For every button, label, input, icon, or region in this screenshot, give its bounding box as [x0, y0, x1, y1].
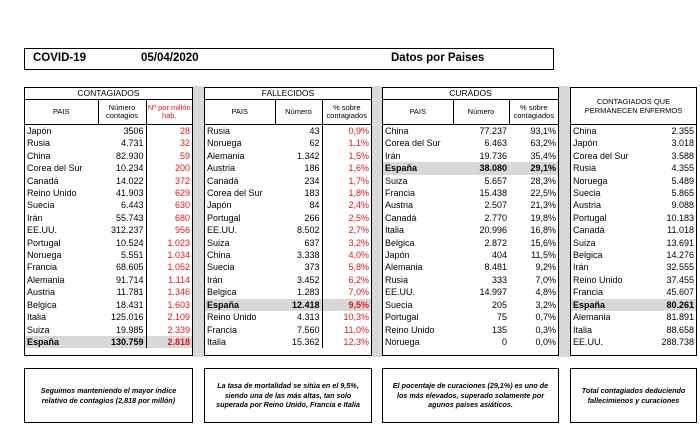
- col-pais: PAIS: [383, 100, 453, 125]
- cell-por-millon: 2.339: [146, 324, 192, 336]
- cell-numero: 266: [304, 212, 320, 223]
- cell-numero: 8.502: [296, 225, 320, 236]
- table-row: [571, 199, 696, 211]
- table-row: [383, 137, 558, 149]
- cell-pais: Japón: [207, 200, 232, 211]
- cell-por-millon: 680: [146, 212, 192, 224]
- cell-pais: Corea del Sur: [27, 163, 83, 174]
- cell-pct: 1,5%: [322, 150, 371, 162]
- cell-numero: 15.362: [291, 336, 320, 347]
- cell-por-millon: 32: [146, 137, 192, 149]
- table-row: [383, 125, 558, 138]
- cell-pct: 0,3%: [535, 324, 556, 335]
- cell-pais: España: [25, 336, 98, 348]
- cell-numero: 82.930: [115, 150, 144, 161]
- cell-numero: 2.770: [484, 212, 507, 223]
- cell-por-millon: 1.603: [146, 299, 192, 311]
- cell-pais: España: [205, 299, 275, 311]
- cell-pct: 16,8%: [530, 225, 556, 236]
- cell-pais: Belgica: [207, 287, 237, 298]
- cell-pct: 1,6%: [322, 162, 371, 174]
- table-row: [383, 212, 558, 224]
- table-row: [205, 212, 371, 224]
- cell-pais: Japón: [27, 126, 52, 136]
- col-pais: PAIS: [205, 100, 275, 125]
- col-pct: % sobre contagiados: [509, 100, 558, 125]
- cell-numero: 1.342: [296, 150, 320, 161]
- cell-pais: Noruega: [573, 175, 608, 186]
- col-por-millon: Nº por millón hab.: [146, 100, 192, 125]
- cell-pct: 2,7%: [322, 224, 371, 236]
- cell-por-millon: 59: [146, 150, 192, 162]
- fallecidos-table: [204, 87, 372, 356]
- table-row: [25, 336, 192, 348]
- table-row: [25, 286, 192, 298]
- permanecen-table: [570, 87, 697, 356]
- cell-pct: 28,3%: [530, 175, 556, 186]
- cell-numero: 41.903: [115, 188, 144, 199]
- cell-por-millon: 956: [146, 224, 192, 236]
- table-row: [205, 286, 371, 298]
- table-row: [205, 299, 371, 311]
- cell-pct: 6,2%: [322, 274, 371, 286]
- cell-numero: 80.261: [639, 299, 696, 311]
- cell-pct: 3,2%: [322, 237, 371, 249]
- table-row: [25, 187, 192, 199]
- cell-pct: 0,0%: [535, 336, 556, 347]
- cell-numero: 0: [501, 336, 507, 347]
- cell-numero: 10.234: [115, 163, 144, 174]
- table-row: [383, 249, 558, 261]
- cell-pais: Portugal: [207, 212, 241, 223]
- table-row: [25, 299, 192, 311]
- table-row: [383, 311, 558, 323]
- table-row: [383, 237, 558, 249]
- cell-numero: 637: [304, 237, 320, 248]
- cell-pct: 12,3%: [322, 336, 371, 348]
- cell-pais: Canadá: [385, 212, 417, 223]
- cell-numero: 404: [491, 250, 507, 261]
- cell-pct: 22,5%: [530, 188, 556, 199]
- col-numero: Número: [275, 100, 322, 125]
- cell-pais: EE.UU.: [573, 336, 604, 347]
- cell-numero: 4.355: [671, 163, 694, 174]
- separator-strip: [559, 86, 570, 357]
- cell-por-millon: 2.109: [146, 311, 192, 323]
- table-row: [571, 125, 696, 137]
- cell-numero: 75: [496, 312, 507, 323]
- cell-numero: 130.759: [98, 336, 146, 348]
- cell-numero: 9.088: [671, 200, 694, 211]
- cell-pct: 4,8%: [535, 287, 556, 298]
- cell-pais: Rusia: [27, 138, 51, 149]
- cell-pct: 29,1%: [509, 162, 558, 174]
- cell-pais: Suecia: [385, 299, 413, 310]
- cell-por-millon: 630: [146, 199, 192, 211]
- cell-numero: 2.355: [671, 126, 694, 136]
- cell-numero: 6.443: [120, 200, 144, 211]
- cell-numero: 32.555: [666, 262, 694, 273]
- note-fallecidos: La tasa de mortalidad se sitúa en el 9,5%, siendo una de las más altas, tan solo superada por Reino Unido, Francia e Italia: [204, 368, 372, 423]
- table-row: [25, 150, 192, 162]
- cell-pct: 93,1%: [530, 126, 556, 136]
- table-row: [383, 324, 558, 336]
- cell-pais: Francia: [573, 287, 604, 298]
- cell-numero: 373: [304, 262, 320, 273]
- cell-pct: 35,4%: [530, 150, 556, 161]
- cell-pais: Irán: [207, 274, 223, 285]
- cell-pais: Portugal: [27, 237, 61, 248]
- cell-pct: 21,3%: [530, 200, 556, 211]
- cell-pais: China: [207, 250, 231, 261]
- table-row: [25, 261, 192, 273]
- contagiados-table: [24, 87, 193, 356]
- table-row: [205, 187, 371, 199]
- col-numero: Número contagios: [98, 100, 146, 125]
- table-row: [571, 224, 696, 236]
- cell-numero: 5.489: [671, 175, 694, 186]
- cell-numero: 19.736: [479, 150, 507, 161]
- table-row: [25, 224, 192, 236]
- cell-pais: Portugal: [573, 212, 607, 223]
- table-row: [205, 237, 371, 249]
- cell-por-millon: 28: [146, 125, 192, 138]
- cell-pais: Suecia: [207, 262, 235, 273]
- cell-numero: 1.283: [296, 287, 320, 298]
- cell-por-millon: 1.346: [146, 286, 192, 298]
- table-row: [571, 274, 696, 286]
- cell-pais: Alemania: [207, 150, 245, 161]
- table-row: [383, 224, 558, 236]
- cell-pais: EE.UU.: [207, 225, 238, 236]
- col-numero: Número: [453, 100, 509, 125]
- table-row: [383, 336, 558, 348]
- cell-pct: 63,2%: [530, 138, 556, 149]
- table-row: [25, 125, 192, 138]
- report-header: [24, 48, 554, 70]
- cell-pais: Noruega: [27, 250, 62, 261]
- table-row: [205, 311, 371, 323]
- cell-numero: 43: [309, 126, 320, 136]
- cell-pais: Alemania: [385, 262, 423, 273]
- contagiados-title: CONTAGIADOS: [25, 88, 192, 100]
- col-pais: PAIS: [25, 100, 98, 125]
- cell-pais: Reino Unido: [207, 312, 257, 323]
- cell-pais: EE.UU.: [385, 287, 416, 298]
- cell-pais: Suiza: [207, 237, 230, 248]
- table-row: [205, 336, 371, 348]
- cell-numero: 8.481: [484, 262, 507, 273]
- cell-pais: Canadá: [573, 225, 605, 236]
- cell-numero: 135: [491, 324, 507, 335]
- cell-pais: Corea del Sur: [385, 138, 441, 149]
- table-row: [571, 237, 696, 249]
- separator-strip: [193, 86, 204, 357]
- cell-numero: 77.237: [479, 126, 507, 136]
- cell-por-millon: 2.818: [146, 336, 192, 348]
- cell-pais: Francia: [385, 188, 416, 199]
- cell-pais: China: [27, 150, 51, 161]
- cell-pct: 0,7%: [535, 312, 556, 323]
- cell-pct: 1,1%: [322, 137, 371, 149]
- cell-numero: 205: [491, 299, 507, 310]
- cell-numero: 5.657: [484, 175, 507, 186]
- cell-numero: 84: [309, 200, 320, 211]
- cell-pct: 15,6%: [530, 237, 556, 248]
- curados-title: CURADOS: [383, 88, 558, 100]
- cell-pais: Belgica: [573, 250, 603, 261]
- cell-pais: Italia: [207, 336, 227, 347]
- table-row: [571, 212, 696, 224]
- cell-pais: Italia: [573, 324, 593, 335]
- cell-pais: Italia: [385, 225, 405, 236]
- fallecidos-title: FALLECIDOS: [205, 88, 371, 100]
- cell-pais: Italia: [27, 312, 47, 323]
- cell-pais: Rusia: [207, 126, 231, 136]
- cell-pais: Noruega: [385, 336, 420, 347]
- cell-numero: 4.731: [120, 138, 144, 149]
- table-row: [25, 212, 192, 224]
- cell-pais: España: [383, 162, 453, 174]
- cell-pais: Alemania: [27, 274, 65, 285]
- cell-numero: 288.738: [661, 336, 694, 347]
- cell-numero: 3.018: [671, 138, 694, 149]
- cell-numero: 186: [304, 163, 320, 174]
- table-row: [571, 324, 696, 336]
- cell-numero: 2.507: [484, 200, 507, 211]
- cell-pct: 19,8%: [530, 212, 556, 223]
- cell-por-millon: 1.023: [146, 237, 192, 249]
- cell-pais: China: [385, 126, 409, 136]
- table-row: [25, 175, 192, 187]
- cell-por-millon: 1.052: [146, 261, 192, 273]
- table-row: [571, 336, 696, 348]
- cell-pais: España: [571, 299, 639, 311]
- cell-pais: Suiza: [385, 175, 408, 186]
- table-row: [205, 137, 371, 149]
- table-row: [571, 137, 696, 149]
- cell-pais: Belgica: [27, 299, 57, 310]
- table-row: [25, 324, 192, 336]
- cell-pais: EE.UU.: [27, 225, 58, 236]
- table-row: [571, 286, 696, 298]
- cell-pais: Reino Unido: [385, 324, 435, 335]
- cell-numero: 11.018: [667, 225, 694, 236]
- cell-pct: 1,7%: [322, 175, 371, 187]
- cell-pais: Corea del Sur: [207, 188, 263, 199]
- header-date: 05/04/2020: [141, 52, 199, 64]
- cell-numero: 55.743: [115, 212, 144, 223]
- table-row: [205, 324, 371, 336]
- cell-numero: 4.313: [296, 312, 320, 323]
- cell-numero: 38.080: [453, 162, 509, 174]
- cell-numero: 13.691: [666, 237, 694, 248]
- cell-pais: Rusia: [385, 274, 409, 285]
- cell-pais: Alemania: [573, 312, 611, 323]
- cell-por-millon: 1.114: [146, 274, 192, 286]
- cell-pct: 7,0%: [322, 286, 371, 298]
- table-row: [571, 150, 696, 162]
- table-row: [205, 274, 371, 286]
- cell-numero: 3.338: [296, 250, 320, 261]
- cell-pais: Portugal: [385, 312, 419, 323]
- cell-numero: 3.452: [296, 274, 320, 285]
- cell-pct: 9,5%: [322, 299, 371, 311]
- cell-numero: 125.016: [110, 312, 144, 323]
- cell-numero: 14.276: [666, 250, 694, 261]
- cell-numero: 62: [309, 138, 320, 149]
- cell-numero: 88.658: [666, 324, 694, 335]
- table-row: [383, 299, 558, 311]
- note-curados: El pocentaje de curaciones (29,1%) es uno de los más elevados, superado solamente por agunos paises asiáticos.: [382, 368, 559, 423]
- cell-pais: Canadá: [27, 175, 59, 186]
- cell-numero: 333: [491, 274, 507, 285]
- cell-pais: Japón: [573, 138, 598, 149]
- cell-pct: 4,0%: [322, 249, 371, 261]
- cell-pct: 7,0%: [535, 274, 556, 285]
- cell-numero: 7.560: [296, 324, 320, 335]
- cell-pais: Suiza: [27, 324, 50, 335]
- table-row: [205, 199, 371, 211]
- table-row: [571, 187, 696, 199]
- cell-pais: Austria: [573, 200, 602, 211]
- table-row: [383, 175, 558, 187]
- cell-numero: 3.588: [671, 150, 694, 161]
- table-row: [205, 175, 371, 187]
- table-row: [25, 199, 192, 211]
- cell-numero: 10.524: [115, 237, 144, 248]
- cell-pct: 2,5%: [322, 212, 371, 224]
- cell-numero: 234: [304, 175, 320, 186]
- cell-pais: Suiza: [573, 237, 596, 248]
- cell-pais: Rusia: [573, 163, 597, 174]
- table-row: [383, 261, 558, 273]
- cell-pct: 1,8%: [322, 187, 371, 199]
- cell-pais: Austria: [385, 200, 414, 211]
- cell-numero: 37.455: [666, 274, 694, 285]
- col-pct: % sobre contagiados: [322, 100, 371, 125]
- curados-table: [382, 87, 559, 356]
- cell-numero: 14.997: [479, 287, 507, 298]
- cell-numero: 5.865: [671, 188, 694, 199]
- table-row: [571, 261, 696, 273]
- cell-pct: 9,2%: [535, 262, 556, 273]
- cell-numero: 5.551: [120, 250, 144, 261]
- cell-pais: Austria: [207, 163, 236, 174]
- cell-numero: 15.438: [479, 188, 507, 199]
- cell-numero: 10.183: [666, 212, 694, 223]
- cell-pais: Suecia: [27, 200, 55, 211]
- cell-por-millon: 200: [146, 162, 192, 174]
- cell-pct: 3,2%: [535, 299, 556, 310]
- cell-numero: 12.418: [275, 299, 322, 311]
- table-row: [383, 162, 558, 174]
- cell-numero: 3506: [123, 126, 144, 136]
- cell-pais: Suecia: [573, 188, 601, 199]
- table-row: [571, 175, 696, 187]
- cell-pais: Canadá: [207, 175, 239, 186]
- cell-pais: Reino Unido: [27, 188, 77, 199]
- table-row: [25, 249, 192, 261]
- cell-pct: 5,8%: [322, 261, 371, 273]
- cell-numero: 183: [304, 188, 320, 199]
- note-permanecen: Total contagiados deduciendo fallecimienos y curaciones: [570, 368, 697, 423]
- permanecen-title: CONTAGIADOS QUE PERMANECEN ENFERMOS: [571, 88, 696, 125]
- cell-numero: 11.781: [116, 287, 144, 298]
- table-row: [25, 274, 192, 286]
- cell-pais: Corea del Sur: [573, 150, 629, 161]
- cell-por-millon: 1.034: [146, 249, 192, 261]
- table-row: [571, 162, 696, 174]
- cell-pais: Francia: [27, 262, 58, 273]
- table-row: [205, 125, 371, 138]
- cell-pais: China: [573, 126, 597, 136]
- cell-pais: Reino Unido: [573, 274, 623, 285]
- cell-numero: 312.237: [110, 225, 144, 236]
- cell-numero: 6.463: [484, 138, 507, 149]
- cell-pct: 11,0%: [322, 324, 371, 336]
- cell-numero: 14.022: [115, 175, 144, 186]
- table-row: [571, 299, 696, 311]
- cell-pais: Belgica: [385, 237, 415, 248]
- cell-numero: 2.872: [484, 237, 507, 248]
- header-title: COVID-19: [33, 52, 87, 64]
- cell-numero: 19.985: [115, 324, 144, 335]
- cell-pais: Irán: [573, 262, 589, 273]
- cell-pais: Francia: [207, 324, 238, 335]
- table-row: [383, 150, 558, 162]
- cell-numero: 45.607: [666, 287, 694, 298]
- cell-pct: 2,4%: [322, 199, 371, 211]
- table-row: [571, 249, 696, 261]
- cell-pais: Japón: [385, 250, 410, 261]
- cell-numero: 18.431: [115, 299, 144, 310]
- cell-pais: Irán: [27, 212, 43, 223]
- table-row: [205, 249, 371, 261]
- table-row: [205, 261, 371, 273]
- table-row: [205, 162, 371, 174]
- cell-pais: Irán: [385, 150, 401, 161]
- table-row: [571, 311, 696, 323]
- cell-numero: 68.605: [115, 262, 144, 273]
- cell-pais: Noruega: [207, 138, 242, 149]
- cell-numero: 81.891: [666, 312, 694, 323]
- separator-strip: [372, 86, 382, 357]
- cell-pct: 0,9%: [322, 125, 371, 138]
- table-row: [25, 162, 192, 174]
- cell-por-millon: 629: [146, 187, 192, 199]
- table-row: [383, 274, 558, 286]
- note-contagiados: Seguimos manteniendo el mayor índice relativo de contagios (2,818 por millón): [24, 368, 193, 423]
- table-row: [205, 224, 371, 236]
- table-row: [25, 237, 192, 249]
- cell-pais: Austria: [27, 287, 56, 298]
- header-subtitle: Datos por Paises: [391, 52, 485, 64]
- table-row: [383, 199, 558, 211]
- table-row: [205, 150, 371, 162]
- cell-numero: 20.996: [479, 225, 507, 236]
- table-row: [383, 286, 558, 298]
- cell-pct: 11,5%: [531, 250, 556, 261]
- cell-por-millon: 372: [146, 175, 192, 187]
- table-row: [25, 311, 192, 323]
- cell-pct: 10,3%: [322, 311, 371, 323]
- cell-numero: 91.714: [115, 274, 144, 285]
- table-row: [383, 187, 558, 199]
- table-row: [25, 137, 192, 149]
